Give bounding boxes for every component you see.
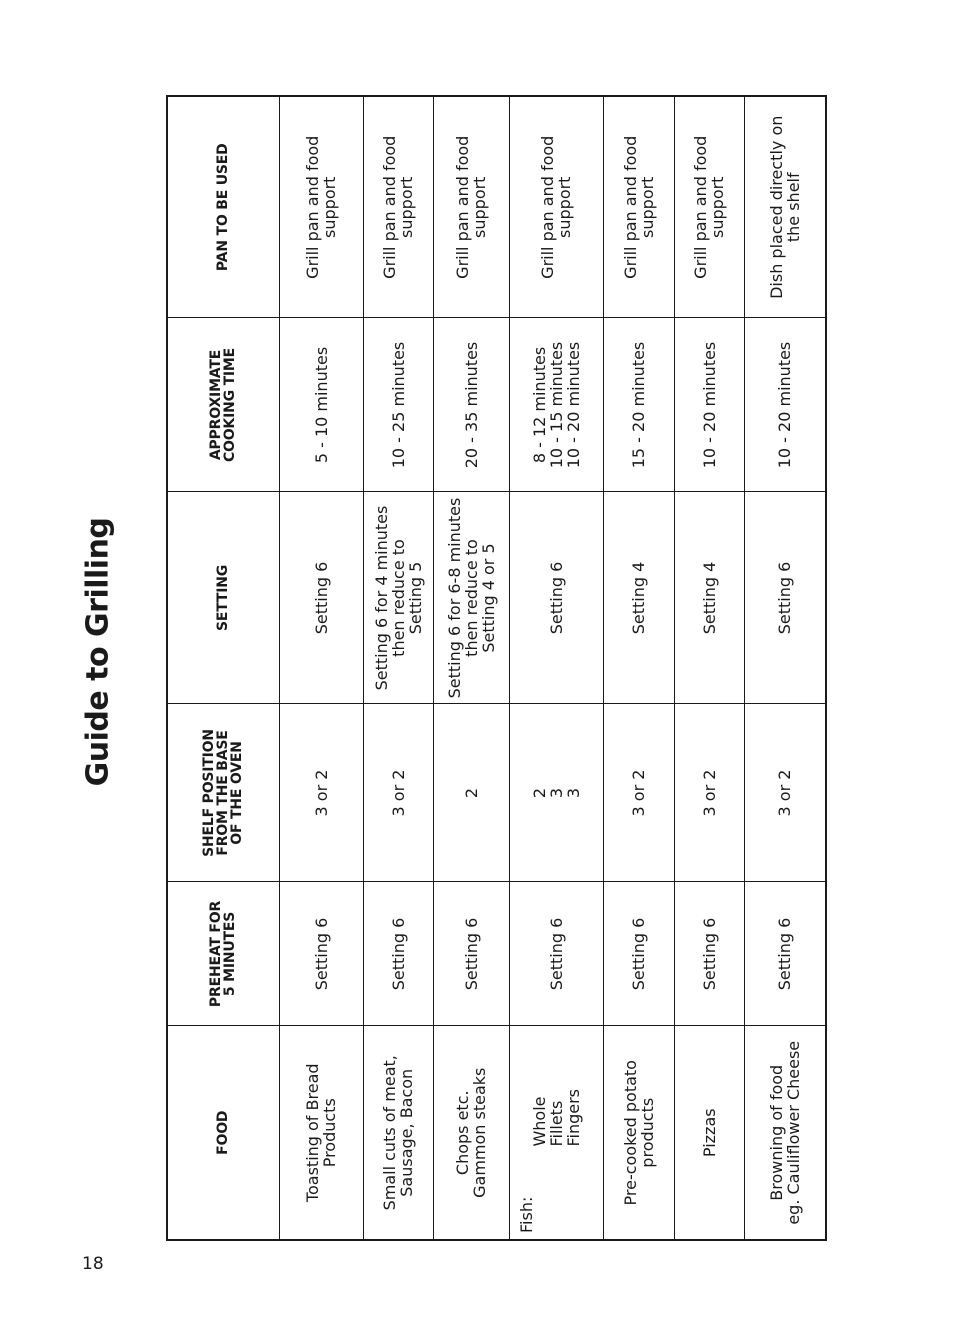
cooking-time-cell [433,318,509,492]
food-cell [279,1026,363,1240]
cell-line: Chops etc. [453,1090,472,1176]
setting-cell [279,492,363,704]
shelf-position-cell [674,704,744,882]
grilling-table [166,95,827,1241]
cell-line: Setting 6 for 4 minutes [371,505,391,691]
header-line: OF THE OVEN [229,741,246,845]
setting-cell [744,492,826,704]
header-cooking-time [167,318,279,492]
page-title: Guide to Grilling [80,517,116,787]
cell-line: 10 - 20 minutes [775,341,795,469]
header-line: PAN TO BE USED [215,143,232,272]
cell-line: 3 or 2 [699,769,719,817]
pan-cell [744,96,826,318]
cell-line: 8 - 12 minutes [529,346,549,464]
table-row [363,96,433,1240]
cell-line: support [320,176,339,238]
table-row [603,96,674,1240]
cell-line: support [708,176,727,238]
page-number: 18 [82,1254,104,1274]
preheat-cell: Setting 6 [744,882,826,1026]
cell-line: Gammon steaks [470,1067,489,1198]
cell-line: Grill pan and food [380,135,399,279]
cell-line: Pre-cooked potato [620,1060,640,1206]
cell-line: Grill pan and food [453,135,472,279]
header-pan [167,96,279,318]
cell-line: Browning of food [766,1064,786,1201]
table-row [674,96,744,1240]
header-line: PREHEAT FOR [208,900,225,1008]
cell-line: 2 [461,787,481,799]
setting-cell [363,492,433,704]
pan-cell [509,96,603,318]
header-line: APPROXIMATE [208,349,225,461]
cell-line: Fingers [563,1088,583,1147]
cell-line: 10 - 25 minutes [388,341,408,469]
cell-line: Whole [529,1096,549,1147]
cell-line: Grill pan and food [691,135,710,279]
shelf-position-cell [433,704,509,882]
cell-line: support [470,176,489,238]
cooking-time-cell [363,318,433,492]
cell-line: 5 - 10 minutes [311,346,331,464]
cell-line: Pizzas [699,1108,719,1158]
cell-line: 2 [529,787,549,799]
cell-line: Products [320,1098,339,1168]
food-cell [674,1026,744,1240]
food-cell [744,1026,826,1240]
table-row [744,96,826,1240]
cell-line: Toasting of Bread [303,1063,322,1203]
cooking-time-cell [509,318,603,492]
setting-cell [433,492,509,704]
cell-line: then reduce to [461,539,481,657]
table-header-row [167,96,279,1240]
cell-line: Setting 6 [775,561,795,635]
pan-cell [603,96,674,318]
setting-cell [603,492,674,704]
preheat-cell: Setting 6 [509,882,603,1026]
food-cell [603,1026,674,1240]
header-line: FOOD [215,1110,232,1155]
preheat-cell: Setting 6 [279,882,363,1026]
cooking-time-cell [603,318,674,492]
header-line: COOKING TIME [222,347,239,463]
shelf-position-cell [363,704,433,882]
setting-cell [509,492,603,704]
cell-line: Setting 6 [311,561,331,635]
cell-line: products [637,1097,657,1168]
cell-line: Setting 4 or 5 [478,543,498,653]
cell-line: 3 or 2 [388,769,408,817]
cell-line: Setting 6 [546,561,566,635]
cell-line: Setting 4 [699,561,719,635]
food-cell [509,1026,603,1240]
food-items [531,1089,582,1177]
cell-line: 20 - 35 minutes [461,341,481,469]
cell-line: 15 - 20 minutes [629,341,648,469]
cell-line: 10 - 20 minutes [563,341,583,469]
preheat-cell: Setting 6 [603,882,674,1026]
table-row [433,96,509,1240]
food-cell [363,1026,433,1240]
cell-line: 3 or 2 [775,769,795,817]
cell-line: Grill pan and food [303,135,322,279]
cell-line: 3 [563,787,583,799]
preheat-cell: Setting 6 [363,882,433,1026]
cooking-time-cell [674,318,744,492]
cell-line: 3 or 2 [311,769,331,817]
table-row [509,96,603,1240]
food-cell [433,1026,509,1240]
cell-line: Setting 6 for 6-8 minutes [444,497,464,699]
preheat-cell: Setting 6 [674,882,744,1026]
cell-line: support [637,176,657,238]
cell-line: then reduce to [388,539,408,657]
food-category-label: Fish: [516,1196,536,1233]
cell-line: Fillets [546,1100,566,1147]
shelf-position-cell [744,704,826,882]
cell-line: Grill pan and food [620,135,640,279]
pan-cell [363,96,433,318]
header-setting [167,492,279,704]
header-line: SHELF POSITION [201,729,218,857]
setting-cell [674,492,744,704]
header-line: FROM THE BASE [215,730,232,856]
shelf-position-cell [509,704,603,882]
grilling-table-container [166,97,826,1241]
cell-line: Setting 5 [405,561,425,635]
pan-cell [433,96,509,318]
table-row [279,96,363,1240]
cooking-time-cell [744,318,826,492]
cell-line: eg. Cauliflower Cheese [783,1040,803,1225]
cell-line: 3 [546,787,566,799]
header-food [167,1026,279,1240]
cell-line: Sausage, Bacon [397,1068,416,1197]
cooking-time-cell [279,318,363,492]
cell-line: Dish placed directly on [766,115,786,299]
pan-cell [279,96,363,318]
cell-line: Setting 4 [629,561,648,635]
shelf-position-cell [603,704,674,882]
cell-line: Grill pan and food [538,135,557,279]
header-shelf-position [167,704,279,882]
cell-line: 10 - 20 minutes [699,341,719,469]
header-line: SETTING [215,564,232,632]
shelf-position-cell [279,704,363,882]
header-preheat [167,882,279,1026]
cell-line: the shelf [783,172,803,243]
pan-cell [674,96,744,318]
preheat-cell: Setting 6 [433,882,509,1026]
cell-line: 3 or 2 [629,769,648,817]
cell-line: support [397,176,416,238]
header-line: 5 MINUTES [222,911,239,997]
cell-line: Small cuts of meat, [380,1055,399,1211]
cell-line: 10 - 15 minutes [546,341,566,469]
cell-line: support [555,176,574,238]
